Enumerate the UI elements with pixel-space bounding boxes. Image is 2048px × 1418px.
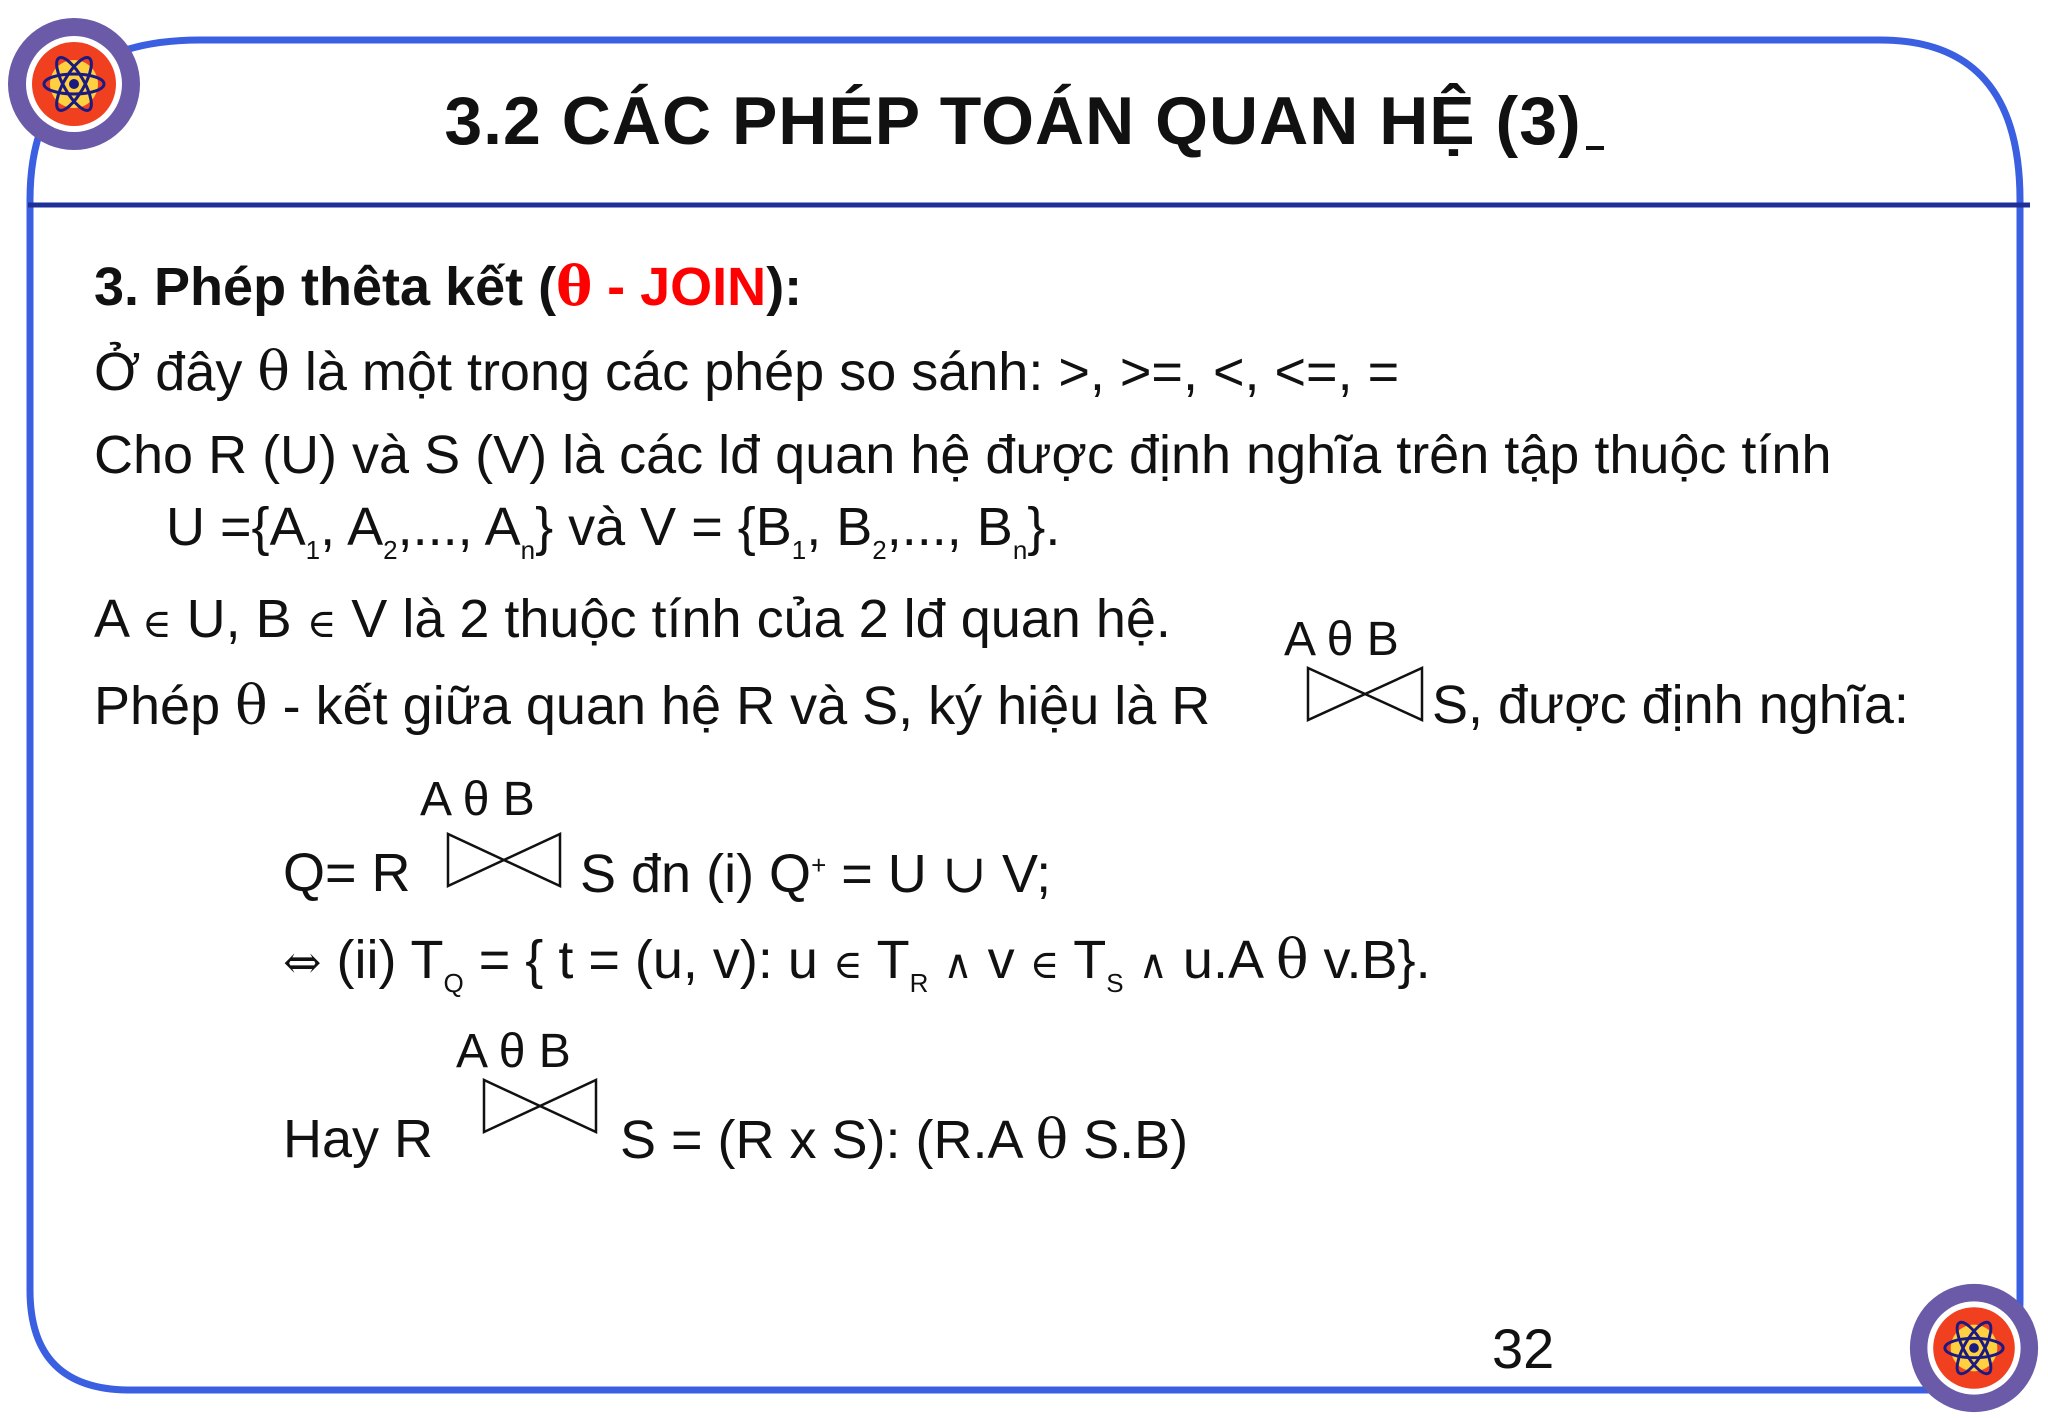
definition-part-i-right: [580, 842, 1051, 905]
join-condition-label: [456, 1024, 571, 1079]
subscript: 1: [791, 535, 807, 565]
logical-and-symbol: ∧: [943, 942, 973, 988]
union-symbol: ∪: [941, 842, 988, 905]
theta-definition-line: [94, 340, 1399, 403]
text: ,..., B: [886, 497, 1013, 557]
slide-title: [0, 82, 2048, 160]
text: [928, 930, 943, 990]
text: - kết giữa quan hệ R và S, ký hiệu là R: [267, 676, 1211, 736]
element-of-symbol: ∈: [306, 601, 337, 647]
theta-symbol: θ: [235, 674, 268, 737]
text: T: [862, 930, 910, 990]
text: , B: [806, 497, 873, 557]
logical-and-symbol: ∧: [1138, 942, 1168, 988]
text: } và V = {B: [535, 497, 792, 557]
section-heading: [94, 254, 802, 318]
heading-prefix: 3. Phép thêta kết (: [94, 257, 557, 317]
text: , A: [320, 497, 384, 557]
text: = { t = (u, v): u: [463, 930, 833, 990]
definition-part-i-left: Q= R: [283, 843, 411, 903]
text: V là 2 thuộc tính của 2 lđ quan hệ.: [336, 589, 1171, 649]
text: Phép: [94, 676, 236, 736]
subscript: 2: [383, 535, 398, 565]
text: là một trong các phép so sánh: >, >=, <, <=, =: [289, 342, 1400, 402]
text: S đn (i) Q: [580, 844, 812, 904]
subscript: n: [1012, 535, 1028, 565]
join-condition-text: A θ B: [420, 773, 535, 826]
subscript: Q: [443, 968, 464, 998]
attribute-sets-line: [166, 496, 1060, 566]
text: }.: [1027, 497, 1061, 557]
text: A: [94, 589, 143, 649]
relation-definition-line: Cho R (U) và S (V) là các lđ quan hệ được định nghĩa trên tập thuộc tính: [94, 425, 1832, 485]
text: Ở đây: [94, 342, 258, 402]
theta-symbol: θ: [1276, 928, 1309, 991]
attribute-membership-line: [94, 588, 1171, 650]
text: U ={A: [166, 497, 306, 557]
theta-symbol: θ: [257, 340, 290, 403]
subscript: 2: [872, 535, 887, 565]
heading-theta: θ: [556, 254, 593, 318]
text: v: [972, 930, 1030, 990]
text: T: [1059, 930, 1107, 990]
join-condition-text: A θ B: [456, 1025, 571, 1078]
text: V;: [987, 844, 1052, 904]
text: = U: [826, 844, 942, 904]
definition-part-ii: [283, 928, 1431, 999]
theta-join-notation-line: [94, 674, 1210, 737]
subscript: S: [1106, 968, 1124, 998]
iff-symbol: ⇔: [283, 935, 322, 989]
text: S.B): [1068, 1110, 1189, 1170]
theta-join-notation-tail: S, được định nghĩa:: [1432, 675, 1909, 735]
text: u.A: [1167, 930, 1277, 990]
element-of-symbol: ∈: [832, 942, 863, 988]
subscript: 1: [305, 535, 321, 565]
slide-title-text: 3.2 CÁC PHÉP TOÁN QUAN HỆ (3): [444, 83, 1582, 159]
superscript: +: [811, 850, 827, 880]
subscript: R: [909, 968, 929, 998]
text: v.B}.: [1308, 930, 1431, 990]
text: [1124, 930, 1139, 990]
heading-join: - JOIN: [592, 257, 767, 317]
element-of-symbol: ∈: [142, 601, 172, 647]
element-of-symbol: ∈: [1029, 942, 1060, 988]
equivalent-form-left: Hay R: [283, 1109, 434, 1169]
subscript: n: [520, 535, 536, 565]
join-condition-label: [420, 772, 535, 827]
heading-suffix: ):: [766, 257, 803, 317]
text: U, B: [171, 589, 307, 649]
join-bowtie-icon: [1306, 664, 1424, 724]
join-bowtie-icon: [482, 1076, 598, 1136]
university-logo-icon: [1906, 1280, 2042, 1416]
join-bowtie-icon: [446, 830, 562, 890]
text: (ii) T: [321, 930, 444, 990]
equivalent-form-right: [620, 1108, 1188, 1171]
join-condition-text: A θ B: [1284, 613, 1399, 666]
page-number: 32: [1492, 1317, 1555, 1380]
theta-symbol: θ: [1035, 1108, 1069, 1171]
text: ,..., A: [397, 497, 521, 557]
join-condition-label: [1284, 612, 1399, 667]
text: S = (R x S): (R.A: [620, 1110, 1036, 1170]
